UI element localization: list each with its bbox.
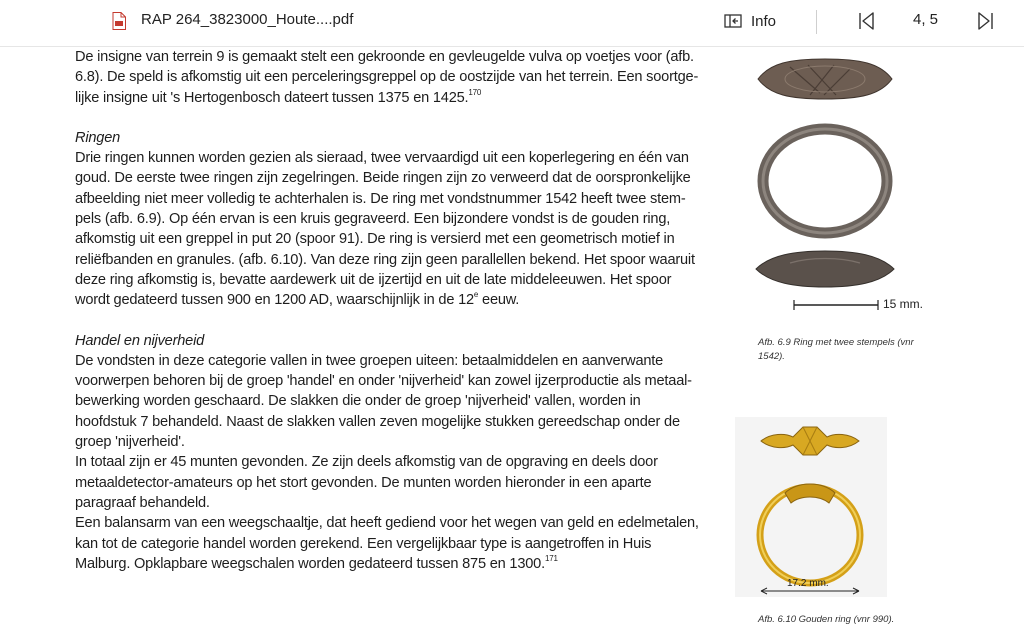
- text-line: De insigne van terrein 9 is gemaakt stelt een gekroonde en gevleugelde vulva op voetjes voor (afb.: [75, 49, 694, 65]
- ring-bezel-top: [758, 59, 892, 99]
- caption-line: Afb. 6.9 Ring met twee stempels (vnr: [758, 337, 914, 348]
- figure-6-10-scale-label: 17.2 mm.: [787, 578, 829, 589]
- text-line: paragraaf behandeld.: [75, 494, 210, 511]
- text-line: [75, 290, 735, 310]
- text-line: De vondsten in deze categorie vallen in twee groepen uiteen: betaalmiddelen en aanverwante: [75, 352, 664, 369]
- text-line: kan tot de categorie handel worden gerekend. Een vergelijkbaar type is aangetroffen in Huis: [75, 535, 652, 552]
- text-line: pels (afb. 6.9). Op één ervan is een kruis gegraveerd. Een bijzondere vondst is de gouden ring,: [75, 211, 671, 228]
- text-line-content: wordt gedateerd tussen 900 en 1200 AD, waarschijnlijk in de 12: [75, 292, 474, 309]
- text-line: deze ring afkomstig is, bevatte aardewerk uit de ijzertijd en uit de late middeleeuwen. Het spoor: [75, 271, 672, 288]
- figure-6-9-caption: [758, 336, 914, 364]
- toolbar-separator: [816, 10, 817, 34]
- ring-bezel-bottom: [756, 251, 894, 287]
- text-line: In totaal zijn er 45 munten gevonden. Ze zijn deels afkomstig van de opgraving en deels door: [75, 454, 658, 471]
- text-line-content: lijke insigne uit 's Hertogenbosch dateert tussen 1375 en 1425.: [75, 89, 469, 106]
- figure-6-9-ring-photo: [750, 51, 900, 321]
- text-line-content: Malburg. Opklapbare weegschalen worden gedateerd tussen 875 en 1300.: [75, 555, 545, 572]
- footnote-ref[interactable]: 171: [544, 553, 558, 563]
- superscript: e: [473, 290, 479, 300]
- text-line: groep 'nijverheid'.: [75, 434, 185, 451]
- text-line: afbeelding niet meer volledig te achterhalen is. De ring met vondstnummer 1542 heeft twee stem-: [75, 190, 686, 207]
- figure-6-10-gold-ring-photo: [745, 419, 875, 597]
- text-line: hoofdstuk 7 behandeld. Naast de slakken vallen zeven mogelijke stukken gereedschap onder de: [75, 413, 680, 430]
- first-page-icon[interactable]: [856, 10, 878, 32]
- text-line: Een balansarm van een weegschaaltje, dat heeft gediend voor het wegen van geld en edelmetalen,: [75, 515, 699, 532]
- toolbar: [0, 0, 1024, 47]
- text-line: afkomstig uit een greppel in put 20 (spoor 91). De ring is versierd met een geometrisch motief in: [75, 231, 675, 248]
- text-line: [75, 88, 735, 108]
- info-button[interactable]: [724, 8, 776, 34]
- page-indicator: 4, 5: [913, 11, 939, 28]
- text-line: metaaldetector-amateurs op het stort gevonden. De munten worden hieronder in een aparte: [75, 474, 652, 491]
- text-line: goud. De eerste twee ringen zijn zegelringen. Beide ringen zijn zo verweerd dat de oorspronkelijke: [75, 170, 691, 187]
- text-line: Drie ringen kunnen worden gezien als sieraad, twee vervaardigd uit een koperlegering en één van: [75, 150, 689, 167]
- file-name: RAP 264_3823000_Houte....pdf: [141, 11, 354, 28]
- pdf-file-icon: [112, 12, 126, 30]
- text-line-content: eeuw.: [478, 292, 520, 309]
- figure-6-9-scale-label: 15 mm.: [883, 297, 924, 311]
- text-line: bewerking worden geschaard. De slakken die onder de groep 'nijverheid' vallen, worden in: [75, 393, 641, 410]
- section-heading-handel: Handel en nijverheid: [75, 332, 205, 349]
- text-line: [75, 554, 735, 574]
- section-heading-ringen: Ringen: [75, 129, 121, 146]
- info-panel-icon: [724, 14, 742, 28]
- text-line: voorwerpen behoren bij de groep 'handel' en onder 'nijverheid' kan zowel ijzerproductie als metaal-: [75, 373, 692, 390]
- figure-6-10-caption: Afb. 6.10 Gouden ring (vnr 990).: [758, 614, 895, 625]
- text-line: reliëfbanden en granules. (afb. 6.10). Van deze ring zijn geen parallellen bekend. Het spoor waaruit: [75, 251, 695, 268]
- body-text: [75, 47, 735, 574]
- text-line: 6.8). De speld is afkomstig uit een perceleringsgreppel op de oostzijde van het terrein. Een soortge-: [75, 69, 699, 86]
- last-page-icon[interactable]: [974, 10, 996, 32]
- document-page: [0, 47, 1024, 643]
- footnote-ref[interactable]: 170: [468, 87, 482, 97]
- caption-line: 1542).: [758, 351, 785, 362]
- info-label: Info: [751, 12, 777, 30]
